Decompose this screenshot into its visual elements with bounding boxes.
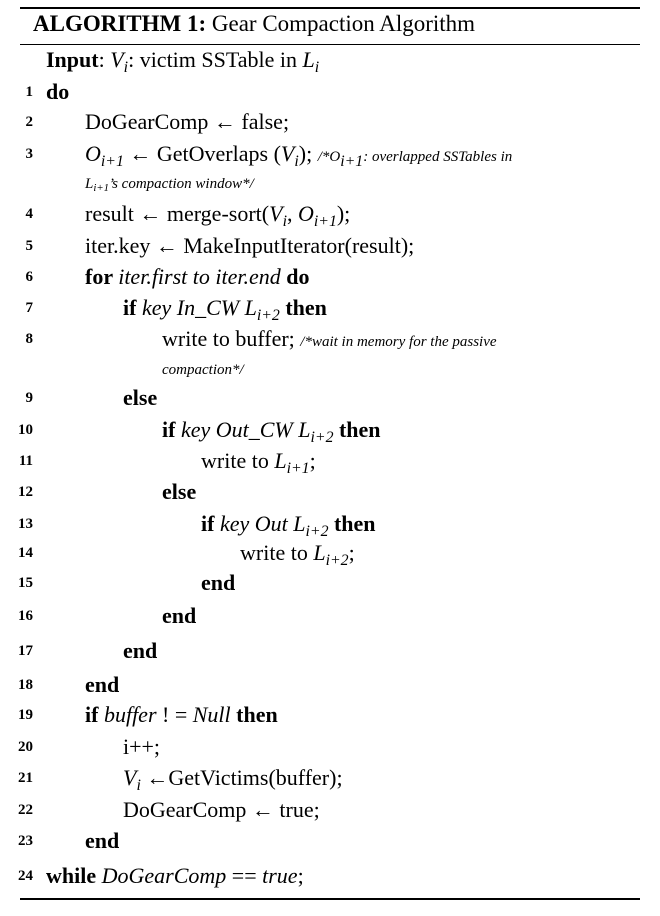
code-token: true [262, 863, 298, 888]
code-text [85, 232, 414, 260]
code-token: DoGearComp ← false; [85, 109, 290, 134]
code-token: i++; [123, 734, 161, 759]
code-token: ← GetOverlaps ( [123, 141, 281, 166]
code-text [240, 539, 355, 567]
code-token: result ← merge-sort( [85, 201, 270, 226]
code-text [85, 263, 310, 291]
subscript: i [294, 152, 299, 170]
line-number: 22 [18, 802, 33, 818]
subscript: i+2 [310, 428, 334, 446]
algorithm-line [0, 569, 660, 597]
line-number: 11 [18, 453, 33, 469]
comment-text: i+1 [340, 152, 364, 170]
code-token: ; [297, 863, 304, 888]
algorithm-line [0, 796, 660, 824]
code-text [85, 200, 350, 228]
keyword: do [46, 79, 70, 104]
keyword: if [162, 417, 181, 442]
algorithm-line [0, 602, 660, 630]
input-label: Input [46, 47, 99, 72]
algorithm-line [0, 478, 660, 506]
comment-text: /*O [317, 149, 341, 165]
code-text [162, 602, 196, 630]
code-text [85, 671, 119, 699]
keyword: while [46, 863, 102, 888]
code-token: key Out_CW L [180, 417, 311, 442]
code-token: ; [309, 448, 316, 473]
comment-text: i+1 [93, 182, 110, 195]
line-number: 19 [18, 707, 33, 723]
algorithm-line [0, 447, 660, 475]
line-number: 13 [18, 516, 33, 532]
code-token: write to [201, 448, 275, 473]
keyword: end [123, 638, 158, 663]
subscript: i [136, 776, 141, 794]
code-text [201, 569, 235, 597]
code-text [123, 764, 343, 792]
line-number: 3 [25, 146, 33, 162]
keyword: then [333, 417, 381, 442]
code-text [46, 862, 304, 890]
code-text [123, 733, 160, 761]
keyword: end [162, 603, 197, 628]
input-var: V [110, 47, 124, 72]
code-token: Null [192, 702, 231, 727]
code-token: V [123, 765, 137, 790]
input-desc: : victim SSTable in [128, 47, 303, 72]
code-token: , [286, 201, 298, 226]
subscript: i+2 [305, 522, 329, 540]
algorithm-line [0, 200, 660, 228]
code-token: write to [240, 540, 314, 565]
subscript: i+2 [256, 306, 280, 324]
line-number: 6 [25, 269, 33, 285]
algorithm-line [0, 232, 660, 260]
code-text [85, 140, 512, 171]
code-token: ; [348, 540, 355, 565]
code-text [123, 384, 157, 412]
line-number: 20 [18, 739, 33, 755]
code-token: ! = [156, 702, 193, 727]
code-token: key In_CW L [141, 295, 257, 320]
algorithm-line [0, 510, 660, 538]
code-token: iter.key ← MakeInputIterator(result); [85, 233, 415, 258]
keyword: then [279, 295, 327, 320]
algorithm-line [0, 701, 660, 729]
comment-continuation [162, 360, 244, 380]
line-number: 23 [18, 833, 33, 849]
algorithm-line [0, 140, 660, 168]
code-text [123, 796, 320, 824]
algorithm-name: Gear Compaction Algorithm [211, 11, 476, 36]
code-token: DoGearComp ← true; [123, 797, 320, 822]
code-text [201, 447, 316, 475]
code-token: key Out L [219, 511, 306, 536]
keyword: end [85, 828, 120, 853]
line-number: 4 [25, 206, 33, 222]
code-text [85, 827, 119, 855]
bottom-rule [20, 898, 640, 900]
algorithm-line [0, 325, 660, 353]
code-token: ); [298, 141, 318, 166]
code-token: DoGearComp [101, 863, 227, 888]
comment-continuation [85, 174, 254, 194]
keyword: for [85, 264, 119, 289]
subscript: i [282, 212, 287, 230]
line-number: 2 [25, 114, 33, 130]
algorithm-line [0, 384, 660, 412]
algorithm-line [0, 539, 660, 567]
code-token: L [274, 448, 287, 473]
algorithm-line [0, 416, 660, 444]
line-number: 8 [25, 331, 33, 347]
code-token: buffer [103, 702, 157, 727]
code-text [123, 294, 327, 322]
keyword: end [85, 672, 120, 697]
keyword: then [328, 511, 376, 536]
keyword: if [85, 702, 104, 727]
line-number: 14 [18, 545, 33, 561]
code-text [85, 701, 278, 729]
code-token: == [226, 863, 263, 888]
code-token: V [269, 201, 283, 226]
code-token: L [313, 540, 326, 565]
algorithm-line [0, 733, 660, 761]
line-number: 5 [25, 238, 33, 254]
keyword: else [162, 479, 197, 504]
algorithm-line-continuation [0, 358, 660, 386]
keyword: then [230, 702, 278, 727]
input-level-sub: i [314, 58, 320, 76]
algorithm-line [0, 764, 660, 792]
code-text [162, 325, 497, 356]
code-token: O [85, 141, 101, 166]
line-number: 17 [18, 643, 33, 659]
subscript: i+2 [325, 551, 349, 569]
subscript: i+1 [313, 212, 337, 230]
code-text [162, 416, 381, 444]
code-text [46, 78, 69, 106]
line-number: 1 [25, 84, 33, 100]
line-number: 12 [18, 484, 33, 500]
algorithm-line [0, 294, 660, 322]
algorithm-line [0, 637, 660, 665]
code-text [123, 637, 157, 665]
line-number: 21 [18, 770, 33, 786]
algorithm-line [0, 263, 660, 291]
algorithm-line [0, 862, 660, 890]
code-token: O [297, 201, 314, 226]
code-text [162, 478, 196, 506]
algorithm-input [46, 46, 319, 74]
line-number: 18 [18, 677, 33, 693]
input-level: L [302, 47, 315, 72]
comment-text: ’s compaction window*/ [109, 176, 254, 192]
code-text [85, 108, 289, 136]
header-rule [20, 44, 640, 45]
subscript: i+1 [100, 152, 124, 170]
comment-text: /*wait in memory for the passive [300, 334, 497, 350]
code-text [201, 510, 376, 538]
line-number: 24 [18, 868, 33, 884]
comment-text: L [85, 176, 94, 192]
keyword: if [201, 511, 220, 536]
code-token: write to buffer; [162, 326, 301, 351]
code-token: ); [336, 201, 351, 226]
input-sep: : [98, 47, 111, 72]
subscript: i+1 [286, 459, 310, 477]
line-number: 16 [18, 608, 33, 624]
line-number: 9 [25, 390, 33, 406]
algorithm-label: ALGORITHM 1: [33, 11, 207, 36]
algorithm-line [0, 78, 660, 106]
line-number: 15 [18, 575, 33, 591]
line-number: 7 [25, 300, 33, 316]
keyword: if [123, 295, 142, 320]
code-token: ←GetVictims(buffer); [140, 765, 343, 790]
algorithm-line [0, 827, 660, 855]
algorithm-line [0, 671, 660, 699]
comment-text: : overlapped SSTables in [363, 149, 513, 165]
input-var-sub: i [123, 58, 129, 76]
keyword: else [123, 385, 158, 410]
keyword: end [201, 570, 236, 595]
code-token: iter.first to iter.end [118, 264, 281, 289]
keyword: do [280, 264, 310, 289]
algorithm-title [33, 9, 475, 39]
comment-text: compaction*/ [162, 362, 244, 378]
algorithm-line [0, 108, 660, 136]
algorithm-line-continuation [0, 172, 660, 200]
line-number: 10 [18, 422, 33, 438]
code-token: V [280, 141, 295, 166]
